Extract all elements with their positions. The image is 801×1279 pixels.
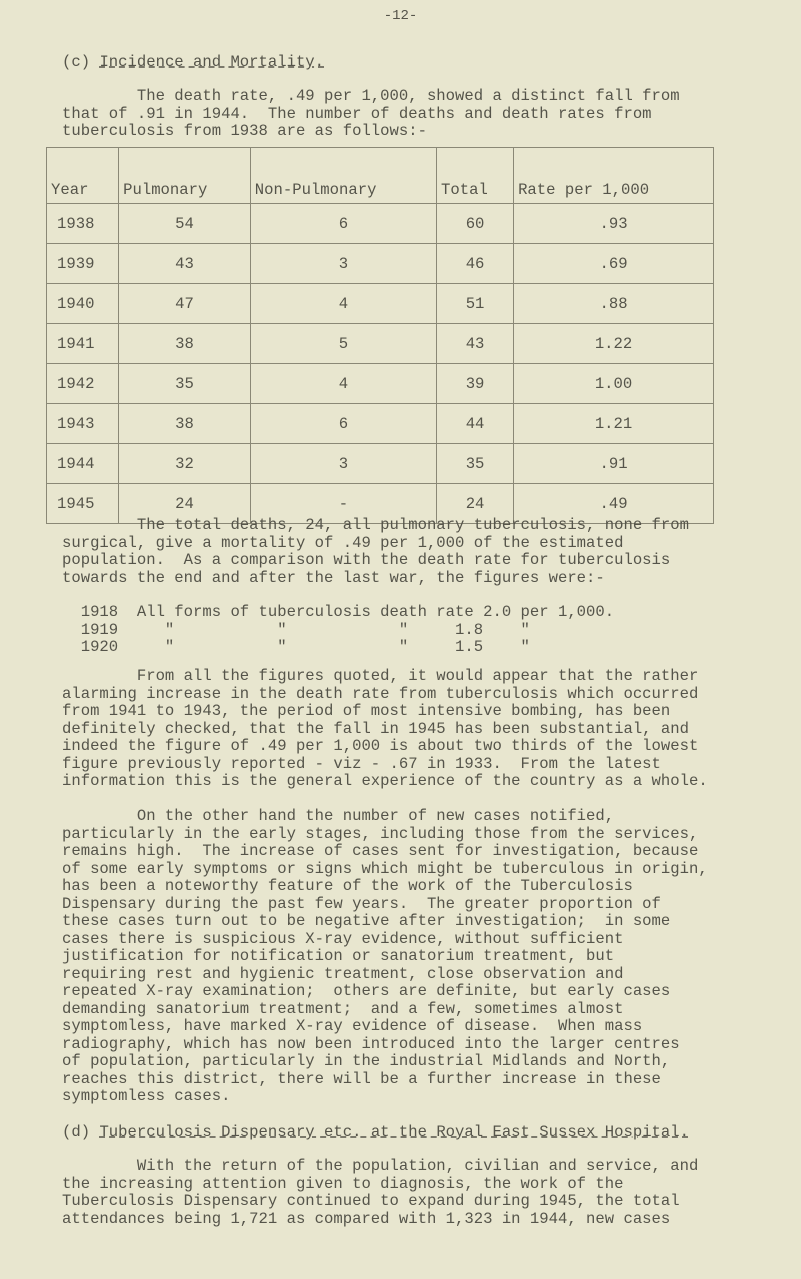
paragraph-1 xyxy=(62,88,680,141)
text-line: information this is the general experience of the country as a whole. xyxy=(62,772,708,790)
section-label: (c) xyxy=(62,53,91,71)
table-cell: 1.22 xyxy=(514,324,714,364)
deaths-table xyxy=(46,147,714,524)
text-line: alarming increase in the death rate from tuberculosis which occurred xyxy=(62,684,699,703)
text-line: Dispensary during the past few years. The greater proportion of xyxy=(62,894,661,913)
table-cell: 44 xyxy=(437,404,514,444)
text-line: figure previously reported - viz - .67 in 1933. From the latest xyxy=(62,754,661,773)
text-line: symptomless cases. xyxy=(62,1087,231,1105)
text-line: 1918 All forms of tuberculosis death rate 2.0 per 1,000. xyxy=(62,603,615,621)
table-row xyxy=(47,444,714,484)
paragraph-5 xyxy=(62,1158,698,1228)
column-header: Year xyxy=(47,148,119,204)
text-line: definitely checked, that the fall in 1945 has been substantial, and xyxy=(62,719,689,738)
text-line: Tuberculosis Dispensary continued to expand during 1945, the total xyxy=(62,1192,680,1210)
table-row xyxy=(47,324,714,364)
text-line: has been a noteworthy feature of the work of the Tuberculosis xyxy=(62,877,633,895)
text-line: justification for notification or sanatorium treatment, but xyxy=(62,947,615,965)
section-d-heading xyxy=(62,1124,689,1142)
table-cell: - xyxy=(250,484,436,524)
table-cell: 35 xyxy=(437,444,514,484)
table-cell: .93 xyxy=(514,204,714,244)
text-line: that of .91 in 1944. The number of deaths and death rates from xyxy=(62,104,652,123)
table-cell: 1939 xyxy=(47,244,119,284)
table-cell: 3 xyxy=(250,244,436,284)
table-row xyxy=(47,244,714,284)
table-cell: 32 xyxy=(119,444,251,484)
table-cell: 46 xyxy=(437,244,514,284)
text-line: From all the figures quoted, it would appear that the rather xyxy=(62,667,699,685)
table-cell: .69 xyxy=(514,244,714,284)
text-line: surgical, give a mortality of .49 per 1,000 of the estimated xyxy=(62,533,624,552)
column-header: Non-Pulmonary xyxy=(250,148,436,204)
section-c-heading xyxy=(62,54,324,72)
section-title: Incidence and Mortality. xyxy=(99,53,325,71)
table-row xyxy=(47,204,714,244)
column-header: Pulmonary xyxy=(119,148,251,204)
table-cell: 35 xyxy=(119,364,251,404)
text-line: reaches this district, there will be a further increase in these xyxy=(62,1069,661,1088)
column-header: Total xyxy=(437,148,514,204)
historic-rates xyxy=(62,604,614,657)
table-cell: 43 xyxy=(119,244,251,284)
paragraph-3 xyxy=(62,668,708,791)
text-line: With the return of the population, civilian and service, and xyxy=(62,1157,699,1175)
text-line: tuberculosis from 1938 are as follows:- xyxy=(62,122,427,140)
table-cell: 38 xyxy=(119,404,251,444)
table-cell: .91 xyxy=(514,444,714,484)
text-line: population. As a comparison with the death rate for tuberculosis xyxy=(62,551,671,569)
table-cell: .88 xyxy=(514,284,714,324)
text-line: radiography, which has now been introduced into the larger centres xyxy=(62,1034,680,1053)
text-line: repeated X-ray examination; others are definite, but early cases xyxy=(62,982,671,1000)
text-line: The death rate, .49 per 1,000, showed a distinct fall from xyxy=(62,87,680,105)
table-cell: 1945 xyxy=(47,484,119,524)
text-line: The total deaths, 24, all pulmonary tuberculosis, none from xyxy=(62,516,689,534)
table-cell: 1944 xyxy=(47,444,119,484)
section-label: (d) xyxy=(62,1123,91,1141)
text-line: demanding sanatorium treatment; and a few, sometimes almost xyxy=(62,999,624,1018)
table-cell: 24 xyxy=(119,484,251,524)
text-line: 1920 " " " 1.5 " xyxy=(62,638,530,656)
table-cell: 47 xyxy=(119,284,251,324)
table-cell: 38 xyxy=(119,324,251,364)
text-line: particularly in the early stages, including those from the services, xyxy=(62,824,699,843)
text-line: cases there is suspicious X-ray evidence, without sufficient xyxy=(62,929,624,948)
table-cell: 51 xyxy=(437,284,514,324)
text-line: from 1941 to 1943, the period of most intensive bombing, has been xyxy=(62,702,671,720)
text-line: the increasing attention given to diagnosis, the work of the xyxy=(62,1174,624,1193)
text-line: symptomless, have marked X-ray evidence of disease. When mass xyxy=(62,1017,643,1035)
table-row xyxy=(47,404,714,444)
table-row xyxy=(47,364,714,404)
text-line: requiring rest and hygienic treatment, close observation and xyxy=(62,964,624,983)
page-number: -12- xyxy=(383,8,418,24)
table-cell: 3 xyxy=(250,444,436,484)
table-cell: 39 xyxy=(437,364,514,404)
table-cell: 1941 xyxy=(47,324,119,364)
table-cell: 60 xyxy=(437,204,514,244)
text-line: On the other hand the number of new cases notified, xyxy=(62,807,615,825)
table-cell: 1.00 xyxy=(514,364,714,404)
table-cell: 5 xyxy=(250,324,436,364)
table-row xyxy=(47,284,714,324)
table-cell: 4 xyxy=(250,364,436,404)
text-line: of population, particularly in the industrial Midlands and North, xyxy=(62,1052,671,1070)
text-line: attendances being 1,721 as compared with 1,323 in 1944, new cases xyxy=(62,1209,671,1228)
table-cell: 6 xyxy=(250,204,436,244)
table-cell: 1.21 xyxy=(514,404,714,444)
table-cell: 6 xyxy=(250,404,436,444)
paragraph-4 xyxy=(62,808,708,1106)
table-cell: 1943 xyxy=(47,404,119,444)
table-cell: .49 xyxy=(514,484,714,524)
table-cell: 54 xyxy=(119,204,251,244)
table-cell: 1942 xyxy=(47,364,119,404)
table-cell: 1938 xyxy=(47,204,119,244)
table-cell: 43 xyxy=(437,324,514,364)
table-cell: 4 xyxy=(250,284,436,324)
text-line: these cases turn out to be negative after investigation; in some xyxy=(62,912,671,930)
text-line: 1919 " " " 1.8 " xyxy=(62,620,530,639)
text-line: remains high. The increase of cases sent for investigation, because xyxy=(62,842,699,860)
text-line: indeed the figure of .49 per 1,000 is about two thirds of the lowest xyxy=(62,737,699,755)
table-cell: 1940 xyxy=(47,284,119,324)
paragraph-2 xyxy=(62,517,689,587)
section-title: Tuberculosis Dispensary etc. at the Royal East Sussex Hospital. xyxy=(99,1123,689,1141)
text-line: towards the end and after the last war, the figures were:- xyxy=(62,568,605,587)
text-line: of some early symptoms or signs which might be tuberculous in origin, xyxy=(62,859,708,878)
table-cell: 24 xyxy=(437,484,514,524)
column-header: Rate per 1,000 xyxy=(514,148,714,204)
